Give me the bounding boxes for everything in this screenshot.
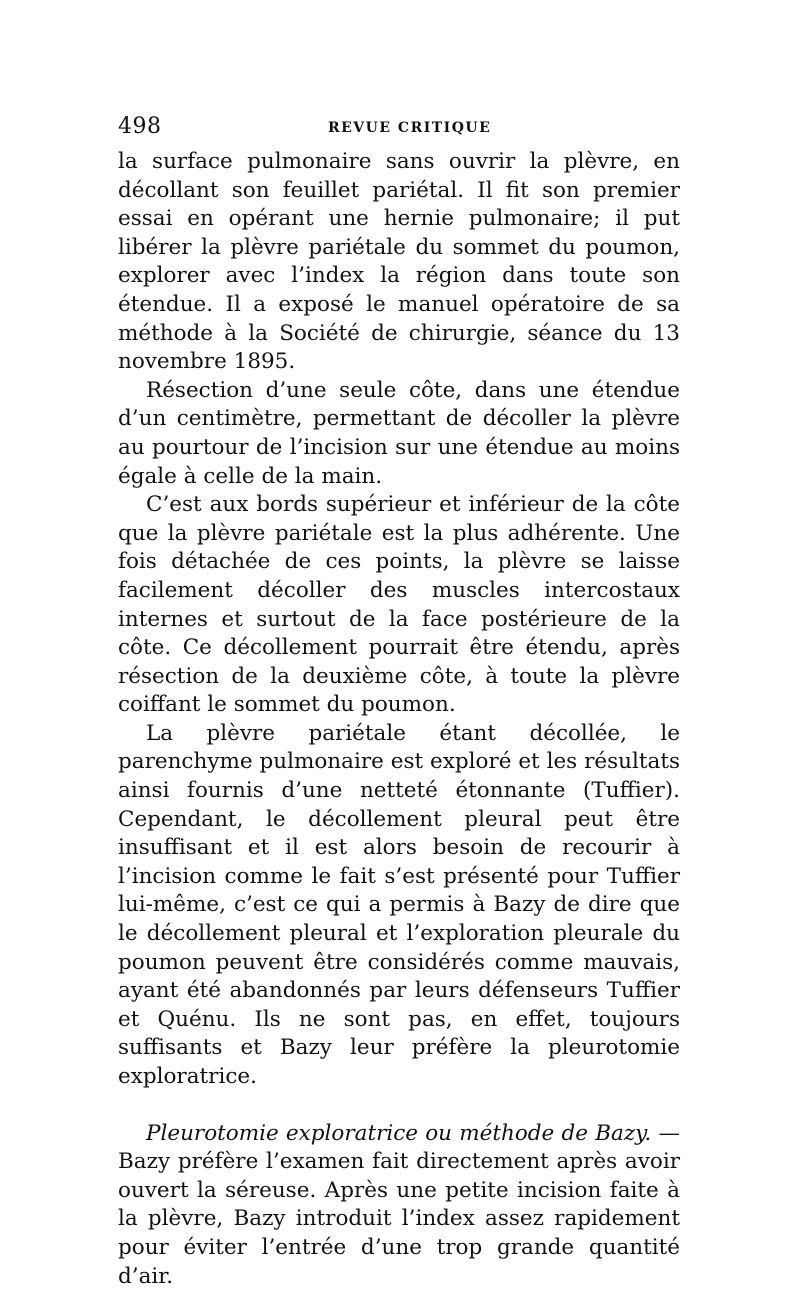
paragraph-continuation: la surface pulmonaire sans ouvrir la plèvre, en décollant son feuillet pariétal. Il fit son premier essai en opérant une hernie pulmonaire; il put libérer la plèvre pariétale du sommet du poumon, explorer avec l’index la région dans toute son étendue. Il a exposé le manuel opératoire de sa méthode à la Société de chirurgie, séance du 13 novembre 1895.: [118, 149, 680, 375]
paragraph-resection: Résection d’une seule côte, dans une étendue d’un centimètre, permettant de décoller la plèvre au pourtour de l’incision sur une étendue au moins égale à celle de la main.: [118, 377, 680, 489]
paragraph-exploration: La plèvre pariétale étant décollée, le parenchyme pulmonaire est exploré et les résultats ainsi fournis d’une netteté étonnante (Tuffier). Cependant, le décollement pleural peut être insuffisant et il est alors besoin de recourir à l’incision comme le fait s’est présenté pour Tuffier lui-même, c’est ce qui a permis à Bazy de dire que le décollement pleural et l’exploration pleurale du poumon peuvent être considérés comme mauvais, ayant été abandonnés par leurs défenseurs Tuffier et Quénu. Ils ne sont pas, en effet, toujours suffisants et Bazy leur préfère la pleurotomie exploratrice.: [118, 720, 680, 1089]
running-head: [118, 114, 680, 144]
page-number: 498: [118, 114, 162, 139]
section-break: [118, 1092, 680, 1120]
section-text: — Bazy préfère l’examen fait directement après avoir ouvert la séreuse. Après une petite incision faite à la plèvre, Bazy introduit l’index assez rapidement pour éviter l’entrée d’une trop grande quantité d’air.: [118, 1120, 681, 1289]
body-text: [118, 148, 680, 1291]
paragraph-bazy-method: [118, 1120, 680, 1291]
running-title: REVUE CRITIQUE: [328, 120, 492, 136]
paragraph-pleura-adherence: C’est aux bords supérieur et inférieur de la côte que la plèvre pariétale est la plus adhérente. Une fois détachée de ces points, la plèvre se laisse facilement décoller des muscles intercostaux internes et surtout de la face postérieure de la côte. Ce décollement pourrait être étendu, après résection de la deuxième côte, à toute la plèvre coiffant le sommet du poumon.: [118, 492, 680, 718]
section-heading: Pleurotomie exploratrice ou méthode de Bazy.: [146, 1120, 652, 1146]
